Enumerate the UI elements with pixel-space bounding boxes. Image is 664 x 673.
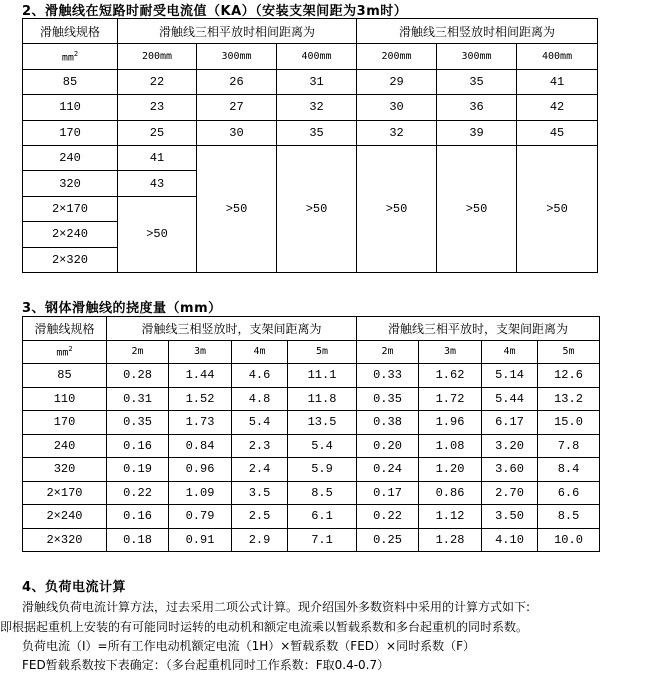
value-cell: 29 — [357, 69, 437, 94]
merged-value-cell: >50 — [437, 145, 517, 272]
value-cell: 15.0 — [538, 411, 600, 435]
value-cell: 3.5 — [232, 481, 288, 505]
value-cell: 0.91 — [169, 528, 232, 552]
value-cell: 1.20 — [419, 458, 482, 482]
value-cell: 6.1 — [288, 505, 357, 529]
value-cell: 0.18 — [107, 528, 169, 552]
value-cell: 31 — [277, 69, 357, 94]
merged-value-cell: >50 — [277, 145, 357, 272]
span-header: 5m — [538, 340, 600, 364]
span-header: 2m — [357, 340, 419, 364]
span-header: 3m — [169, 340, 232, 364]
paragraph-line: FED暂载系数按下表确定：（多台起重机同时工作系数：F取0.4-0.7） — [22, 658, 390, 672]
merged-value-cell: >50 — [517, 145, 598, 272]
value-cell: 42 — [517, 95, 598, 120]
value-cell: 0.25 — [357, 528, 419, 552]
value-cell: 27 — [197, 95, 277, 120]
value-cell: 0.17 — [357, 481, 419, 505]
merged-value-cell: >50 — [118, 196, 197, 272]
value-cell: 2.3 — [232, 434, 288, 458]
value-cell: 0.35 — [107, 411, 169, 435]
spec-cell: 2×170 — [23, 481, 107, 505]
paragraph-line: 即根据起重机上安装的有可能同时运转的电动机和额定电流乘以暂载系数和多台起重机的同时系数。 — [0, 620, 529, 634]
value-cell: 4.6 — [232, 364, 288, 388]
section2-heading: 2、滑触线在短路时耐受电流值（KA）（安装支架间距为3m时） — [22, 4, 408, 19]
section3-heading: 3、钢体滑触线的挠度量（mm） — [22, 301, 222, 316]
value-cell: 7.1 — [288, 528, 357, 552]
distance-header: 200mm — [357, 44, 437, 69]
spec-cell: 85 — [23, 364, 107, 388]
value-cell: 1.12 — [419, 505, 482, 529]
value-cell: 0.96 — [169, 458, 232, 482]
table-row — [23, 434, 600, 458]
value-cell: 7.8 — [538, 434, 600, 458]
value-cell: 30 — [357, 95, 437, 120]
spec-cell: 170 — [23, 411, 107, 435]
value-cell: 32 — [357, 120, 437, 145]
table-row — [23, 528, 600, 552]
withstand-current-table — [22, 18, 598, 273]
value-cell: 5.9 — [288, 458, 357, 482]
value-cell: 0.38 — [357, 411, 419, 435]
span-header: 5m — [288, 340, 357, 364]
table-row — [23, 364, 600, 388]
distance-header: 400mm — [517, 44, 598, 69]
distance-header: 200mm — [118, 44, 197, 69]
table-row — [23, 505, 600, 529]
value-cell: 5.4 — [288, 434, 357, 458]
span-header: 4m — [482, 340, 538, 364]
spec-cell: 2×240 — [23, 222, 118, 247]
value-cell: 41 — [118, 145, 197, 170]
value-cell: 13.2 — [538, 387, 600, 411]
spec-cell: 110 — [23, 387, 107, 411]
vertical-group-header: 滑触线三相竖放时，支架间距离为 — [107, 317, 357, 341]
spec-cell: 240 — [23, 145, 118, 170]
spec-cell: 320 — [23, 171, 118, 196]
value-cell: 1.09 — [169, 481, 232, 505]
value-cell: 0.31 — [107, 387, 169, 411]
value-cell: 0.79 — [169, 505, 232, 529]
value-cell: 1.44 — [169, 364, 232, 388]
value-cell: 8.4 — [538, 458, 600, 482]
value-cell: 3.20 — [482, 434, 538, 458]
value-cell: 10.0 — [538, 528, 600, 552]
value-cell: 2.4 — [232, 458, 288, 482]
distance-header: 300mm — [437, 44, 517, 69]
spec-cell: 2×320 — [23, 247, 118, 272]
table-row — [23, 411, 600, 435]
value-cell: 30 — [197, 120, 277, 145]
value-cell: 0.16 — [107, 505, 169, 529]
value-cell: 0.20 — [357, 434, 419, 458]
value-cell: 12.6 — [538, 364, 600, 388]
horizontal-group-header: 滑触线三相平放时，支架间距离为 — [357, 317, 600, 341]
value-cell: 0.16 — [107, 434, 169, 458]
table-row — [23, 69, 598, 94]
value-cell: 5.4 — [232, 411, 288, 435]
value-cell: 26 — [197, 69, 277, 94]
value-cell: 32 — [277, 95, 357, 120]
value-cell: 0.24 — [357, 458, 419, 482]
value-cell: 5.14 — [482, 364, 538, 388]
value-cell: 2.70 — [482, 481, 538, 505]
value-cell: 0.86 — [419, 481, 482, 505]
spec-cell: 2×240 — [23, 505, 107, 529]
value-cell: 0.35 — [357, 387, 419, 411]
value-cell: 43 — [118, 171, 197, 196]
vertical-group-header: 滑触线三相竖放时相间距离为 — [357, 19, 598, 44]
value-cell: 1.62 — [419, 364, 482, 388]
value-cell: 5.44 — [482, 387, 538, 411]
value-cell: 0.84 — [169, 434, 232, 458]
value-cell: 1.96 — [419, 411, 482, 435]
value-cell: 13.5 — [288, 411, 357, 435]
table-row — [23, 120, 598, 145]
distance-header: 400mm — [277, 44, 357, 69]
unit-header: $mm^2$ — [23, 44, 118, 69]
value-cell: 35 — [277, 120, 357, 145]
value-cell: 11.8 — [288, 387, 357, 411]
value-cell: 8.5 — [288, 481, 357, 505]
spec-cell: 240 — [23, 434, 107, 458]
value-cell: 0.22 — [107, 481, 169, 505]
paragraph-line: 负荷电流（I）=所有工作电动机额定电流（1H）×暂载系数（FED）×同时系数（F） — [22, 639, 475, 653]
value-cell: 0.19 — [107, 458, 169, 482]
spec-cell: 2×320 — [23, 528, 107, 552]
value-cell: 8.5 — [538, 505, 600, 529]
value-cell: 0.22 — [357, 505, 419, 529]
value-cell: 1.52 — [169, 387, 232, 411]
value-cell: 4.10 — [482, 528, 538, 552]
value-cell: 39 — [437, 120, 517, 145]
table-row — [23, 95, 598, 120]
table-row — [23, 458, 600, 482]
spec-cell: 85 — [23, 69, 118, 94]
value-cell: 2.9 — [232, 528, 288, 552]
value-cell: 1.73 — [169, 411, 232, 435]
table-row — [23, 145, 598, 170]
spec-header: 滑触线规格 — [23, 317, 107, 341]
value-cell: 36 — [437, 95, 517, 120]
merged-value-cell: >50 — [357, 145, 437, 272]
value-cell: 41 — [517, 69, 598, 94]
distance-header: 300mm — [197, 44, 277, 69]
value-cell: 1.28 — [419, 528, 482, 552]
span-header: 3m — [419, 340, 482, 364]
spec-header: 滑触线规格 — [23, 19, 118, 44]
section4-heading: 4、负荷电流计算 — [22, 580, 127, 595]
value-cell: 3.50 — [482, 505, 538, 529]
span-header: 4m — [232, 340, 288, 364]
spec-cell: 320 — [23, 458, 107, 482]
value-cell: 25 — [118, 120, 197, 145]
paragraph-line: 滑触线负荷电流计算方法，过去采用二项公式计算。现介绍国外多数资料中采用的计算方式如下: — [22, 600, 531, 614]
value-cell: 35 — [437, 69, 517, 94]
value-cell: 1.08 — [419, 434, 482, 458]
value-cell: 23 — [118, 95, 197, 120]
value-cell: 0.33 — [357, 364, 419, 388]
value-cell: 1.72 — [419, 387, 482, 411]
value-cell: 2.5 — [232, 505, 288, 529]
value-cell: 0.28 — [107, 364, 169, 388]
value-cell: 22 — [118, 69, 197, 94]
deflection-table — [22, 316, 600, 552]
value-cell: 6.17 — [482, 411, 538, 435]
value-cell: 4.8 — [232, 387, 288, 411]
merged-value-cell: >50 — [197, 145, 277, 272]
span-header: 2m — [107, 340, 169, 364]
spec-cell: 2×170 — [23, 196, 118, 221]
table-row — [23, 387, 600, 411]
spec-cell: 170 — [23, 120, 118, 145]
horizontal-group-header: 滑触线三相平放时相间距离为 — [118, 19, 357, 44]
value-cell: 45 — [517, 120, 598, 145]
table-row — [23, 481, 600, 505]
unit-header: $mm^2$ — [23, 340, 107, 364]
spec-cell: 110 — [23, 95, 118, 120]
value-cell: 6.6 — [538, 481, 600, 505]
value-cell: 11.1 — [288, 364, 357, 388]
value-cell: 3.60 — [482, 458, 538, 482]
